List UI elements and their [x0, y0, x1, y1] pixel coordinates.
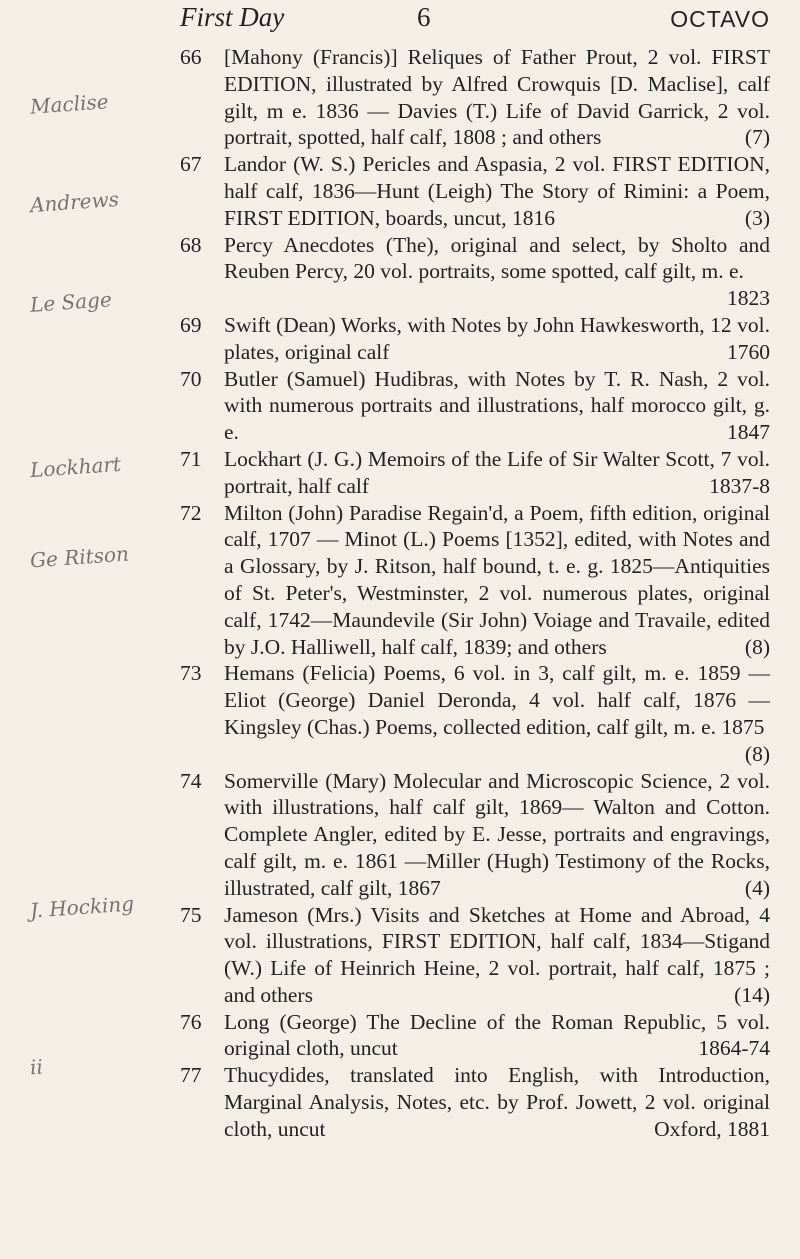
lot-number: 69	[180, 312, 202, 337]
lot-entry	[180, 366, 770, 446]
lot-number: 73	[180, 661, 202, 686]
lot-entry	[180, 1062, 770, 1142]
lot-description: [Mahony (Francis)] Reliques of Father Prout, 2 vol. FIRST EDITION, illustrated by Alfred Crowquis [D. Maclise], calf gilt, m e. 1836 — Davies (T.) Life of David Garrick, 2 vol. portrait, spotted, half calf, 1808 ; and others	[224, 45, 770, 150]
lot-entry	[180, 660, 770, 767]
lot-description: Swift (Dean) Works, with Notes by John Hawkesworth, 12 vol. plates, original calf	[224, 312, 770, 364]
lot-number: 68	[180, 232, 202, 257]
lot-imprint: Oxford, 1881	[654, 1116, 770, 1141]
lot-year: 1823	[727, 286, 770, 311]
lot-entry	[180, 312, 770, 366]
lot-number: 67	[180, 152, 202, 177]
lot-entry	[180, 500, 770, 661]
catalogue-entries	[180, 44, 770, 1143]
handwritten-note: Andrews	[29, 186, 120, 218]
lot-description: Thucydides, translated into English, with Introduction, Marginal Analysis, Notes, etc. by Prof. Jowett, 2 vol. original cloth, uncut	[224, 1063, 770, 1141]
lot-number: 66	[180, 45, 202, 69]
lot-description: Butler (Samuel) Hudibras, with Notes by T. R. Nash, 2 vol. with numerous portraits and illustrations, half morocco gilt, g. e.	[224, 366, 770, 445]
lot-quantity: (4)	[744, 875, 770, 900]
lot-description: Long (George) The Decline of the Roman Republic, 5 vol. original cloth, uncut	[224, 1009, 770, 1061]
lot-year: 1864-74	[698, 1036, 770, 1061]
lot-entry	[180, 151, 770, 231]
lot-description: Landor (W. S.) Pericles and Aspasia, 2 vol. FIRST EDITION, half calf, 1836—Hunt (Leigh) The Story of Rimini: a Poem, FIRST EDITION, boards, uncut, 1816	[224, 152, 770, 230]
lot-number: 74	[180, 768, 202, 793]
lot-year: 1760	[727, 339, 770, 364]
running-title: First Day	[180, 2, 285, 32]
handwritten-note: J. Hocking	[29, 891, 135, 923]
lot-number: 71	[180, 446, 202, 471]
lot-number: 77	[180, 1063, 202, 1088]
handwritten-note: Le Sage	[29, 287, 113, 317]
lot-quantity: (14)	[734, 982, 770, 1007]
lot-number: 75	[180, 902, 202, 927]
handwritten-note: Lockhart	[29, 451, 122, 483]
handwritten-note: Ge Ritson	[29, 541, 130, 573]
lot-number: 72	[180, 500, 202, 525]
lot-entry	[180, 44, 770, 151]
lot-quantity: (7)	[744, 125, 770, 150]
lot-entry	[180, 232, 770, 312]
handwritten-note: Maclise	[29, 89, 110, 119]
handwritten-note: ii	[29, 1054, 44, 1080]
lot-entry	[180, 446, 770, 500]
format-label: OCTAVO	[670, 6, 770, 32]
lot-description: Hemans (Felicia) Poems, 6 vol. in 3, calf gilt, m. e. 1859 —Eliot (George) Daniel Deronda, 4 vol. half calf, 1876 — Kingsley (Chas.) Poems, collected edition, calf gilt, m. e. 1875	[224, 661, 770, 739]
lot-entry	[180, 1009, 770, 1063]
lot-description: Jameson (Mrs.) Visits and Sketches at Home and Abroad, 4 vol. illustrations, FIRST EDITION, half calf, 1834—Stigand (W.) Life of Heinrich Heine, 2 vol. portrait, half calf, 1875 ; and others	[224, 902, 770, 1007]
lot-year: 1847	[727, 420, 770, 445]
page-header	[180, 0, 770, 44]
lot-quantity: (8)	[744, 741, 770, 766]
lot-description: Somerville (Mary) Molecular and Microscopic Science, 2 vol. with illustrations, half calf gilt, 1869— Walton and Cotton. Complete Angler, edited by E. Jesse, portraits and engravings, calf gilt, m. e. 1861 —Miller (Hugh) Testimony of the Rocks, illustrated, calf gilt, 1867	[224, 768, 770, 900]
lot-quantity: (3)	[744, 205, 770, 230]
lot-description: Milton (John) Paradise Regain'd, a Poem, fifth edition, original calf, 1707 — Minot (L.) Poems [1352], edited, with Notes and a Glossary, by J. Ritson, half bound, t. e. g. 1825—Antiquities of St. Peter's, Westminster, 2 vol. numerous plates, original calf, 1742—Maundevile (Sir John) Voiage and Travaile, edited by J.O. Halliwell, half calf, 1839; and others	[224, 500, 770, 659]
lot-description: Lockhart (J. G.) Memoirs of the Life of Sir Walter Scott, 7 vol. portrait, half calf	[224, 446, 770, 498]
page-number: 6	[417, 2, 431, 32]
lot-quantity: (8)	[744, 634, 770, 659]
lot-number: 76	[180, 1009, 202, 1034]
lot-entry	[180, 768, 770, 902]
lot-entry	[180, 902, 770, 1009]
lot-description: Percy Anecdotes (The), original and select, by Sholto and Reuben Percy, 20 vol. portraits, some spotted, calf gilt, m. e.	[224, 232, 770, 284]
lot-year: 1837-8	[709, 473, 770, 498]
lot-number: 70	[180, 366, 202, 391]
